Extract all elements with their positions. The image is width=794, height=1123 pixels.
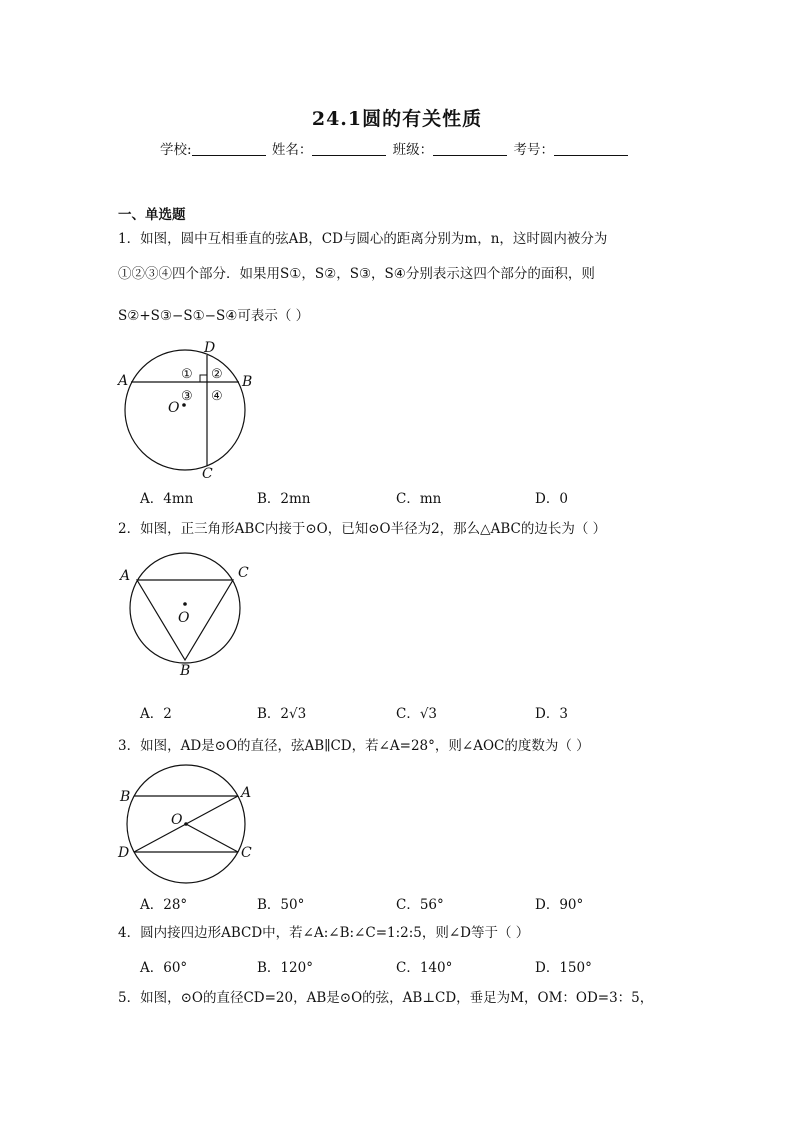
q2-option-a[interactable]: A．2: [140, 706, 172, 722]
school-label: 学校:: [160, 142, 192, 158]
q1-option-d[interactable]: D．0: [535, 491, 568, 507]
q3-option-a[interactable]: A．28°: [140, 897, 188, 913]
q2-stem: 2．如图，正三角形ABC内接于⊙O，已知⊙O半径为2，那么△ABC的边长为（ ）: [118, 521, 607, 537]
q1-label-c: C: [202, 466, 213, 482]
name-label: 姓名：: [271, 142, 313, 158]
q1-stem-line3: S②+S③−S①−S④可表示（ ）: [118, 308, 310, 324]
q3-option-d[interactable]: D．90°: [535, 897, 584, 913]
q1-region-3: ③: [181, 389, 193, 404]
q4-option-d[interactable]: D．150°: [535, 960, 592, 976]
q3-option-c[interactable]: C．56°: [396, 897, 444, 913]
q4-option-a[interactable]: A．60°: [140, 960, 188, 976]
q3-label-d: D: [118, 845, 130, 861]
q1-stem-line2: ①②③④四个部分．如果用S①，S②，S③，S④分别表示这四个部分的面积，则: [118, 266, 595, 282]
q2-label-a: A: [120, 568, 131, 584]
exam-number-label: 考号：: [513, 142, 554, 158]
q3-label-o: O: [171, 812, 183, 828]
q4-option-b[interactable]: B．120°: [257, 960, 313, 976]
q3-label-c: C: [241, 845, 252, 861]
class-label: 班级：: [392, 142, 434, 158]
q1-region-1: ①: [181, 367, 193, 382]
q2-label-b: B: [180, 663, 191, 679]
q2-option-b[interactable]: B．2√3: [257, 706, 307, 722]
q2-label-o: O: [178, 610, 190, 626]
q2-label-c: C: [238, 565, 249, 581]
q1-label-a: A: [118, 373, 129, 389]
q1-label-o: O: [168, 400, 180, 416]
q5-stem: 5．如图，⊙O的直径CD=20，AB是⊙O的弦，AB⊥CD，垂足为M，OM：OD=3：5，: [118, 990, 654, 1006]
q1-option-a[interactable]: A．4mn: [140, 491, 194, 507]
q3-label-b: B: [120, 789, 131, 805]
q1-option-c[interactable]: C．mn: [396, 491, 442, 507]
q1-stem-line1: 1．如图，圆中互相垂直的弦AB，CD与圆心的距离分别为m，n，这时圆内被分为: [118, 231, 608, 247]
q2-option-d[interactable]: D．3: [535, 706, 568, 722]
q3-stem: 3．如图，AD是⊙O的直径，弦AB∥CD，若∠A=28°，则∠AOC的度数为（ ）: [118, 738, 590, 754]
q1-option-b[interactable]: B．2mn: [257, 491, 311, 507]
page-title: 24.1圆的有关性质: [311, 108, 483, 130]
q1-region-4: ④: [211, 389, 223, 404]
section-heading: 一、单选题: [118, 207, 186, 223]
q3-label-a: A: [241, 785, 252, 801]
q3-radius-oc: [186, 824, 238, 852]
q4-option-c[interactable]: C．140°: [396, 960, 453, 976]
q1-region-2: ②: [211, 367, 223, 382]
q1-label-b: B: [242, 374, 253, 390]
q3-center-dot: [184, 822, 188, 826]
q4-stem: 4．圆内接四边形ABCD中，若∠A:∠B:∠C=1:2:5，则∠D等于（ ）: [118, 925, 530, 941]
q1-label-d: D: [204, 340, 216, 356]
q3-option-b[interactable]: B．50°: [257, 897, 305, 913]
q2-option-c[interactable]: C．√3: [396, 706, 438, 722]
